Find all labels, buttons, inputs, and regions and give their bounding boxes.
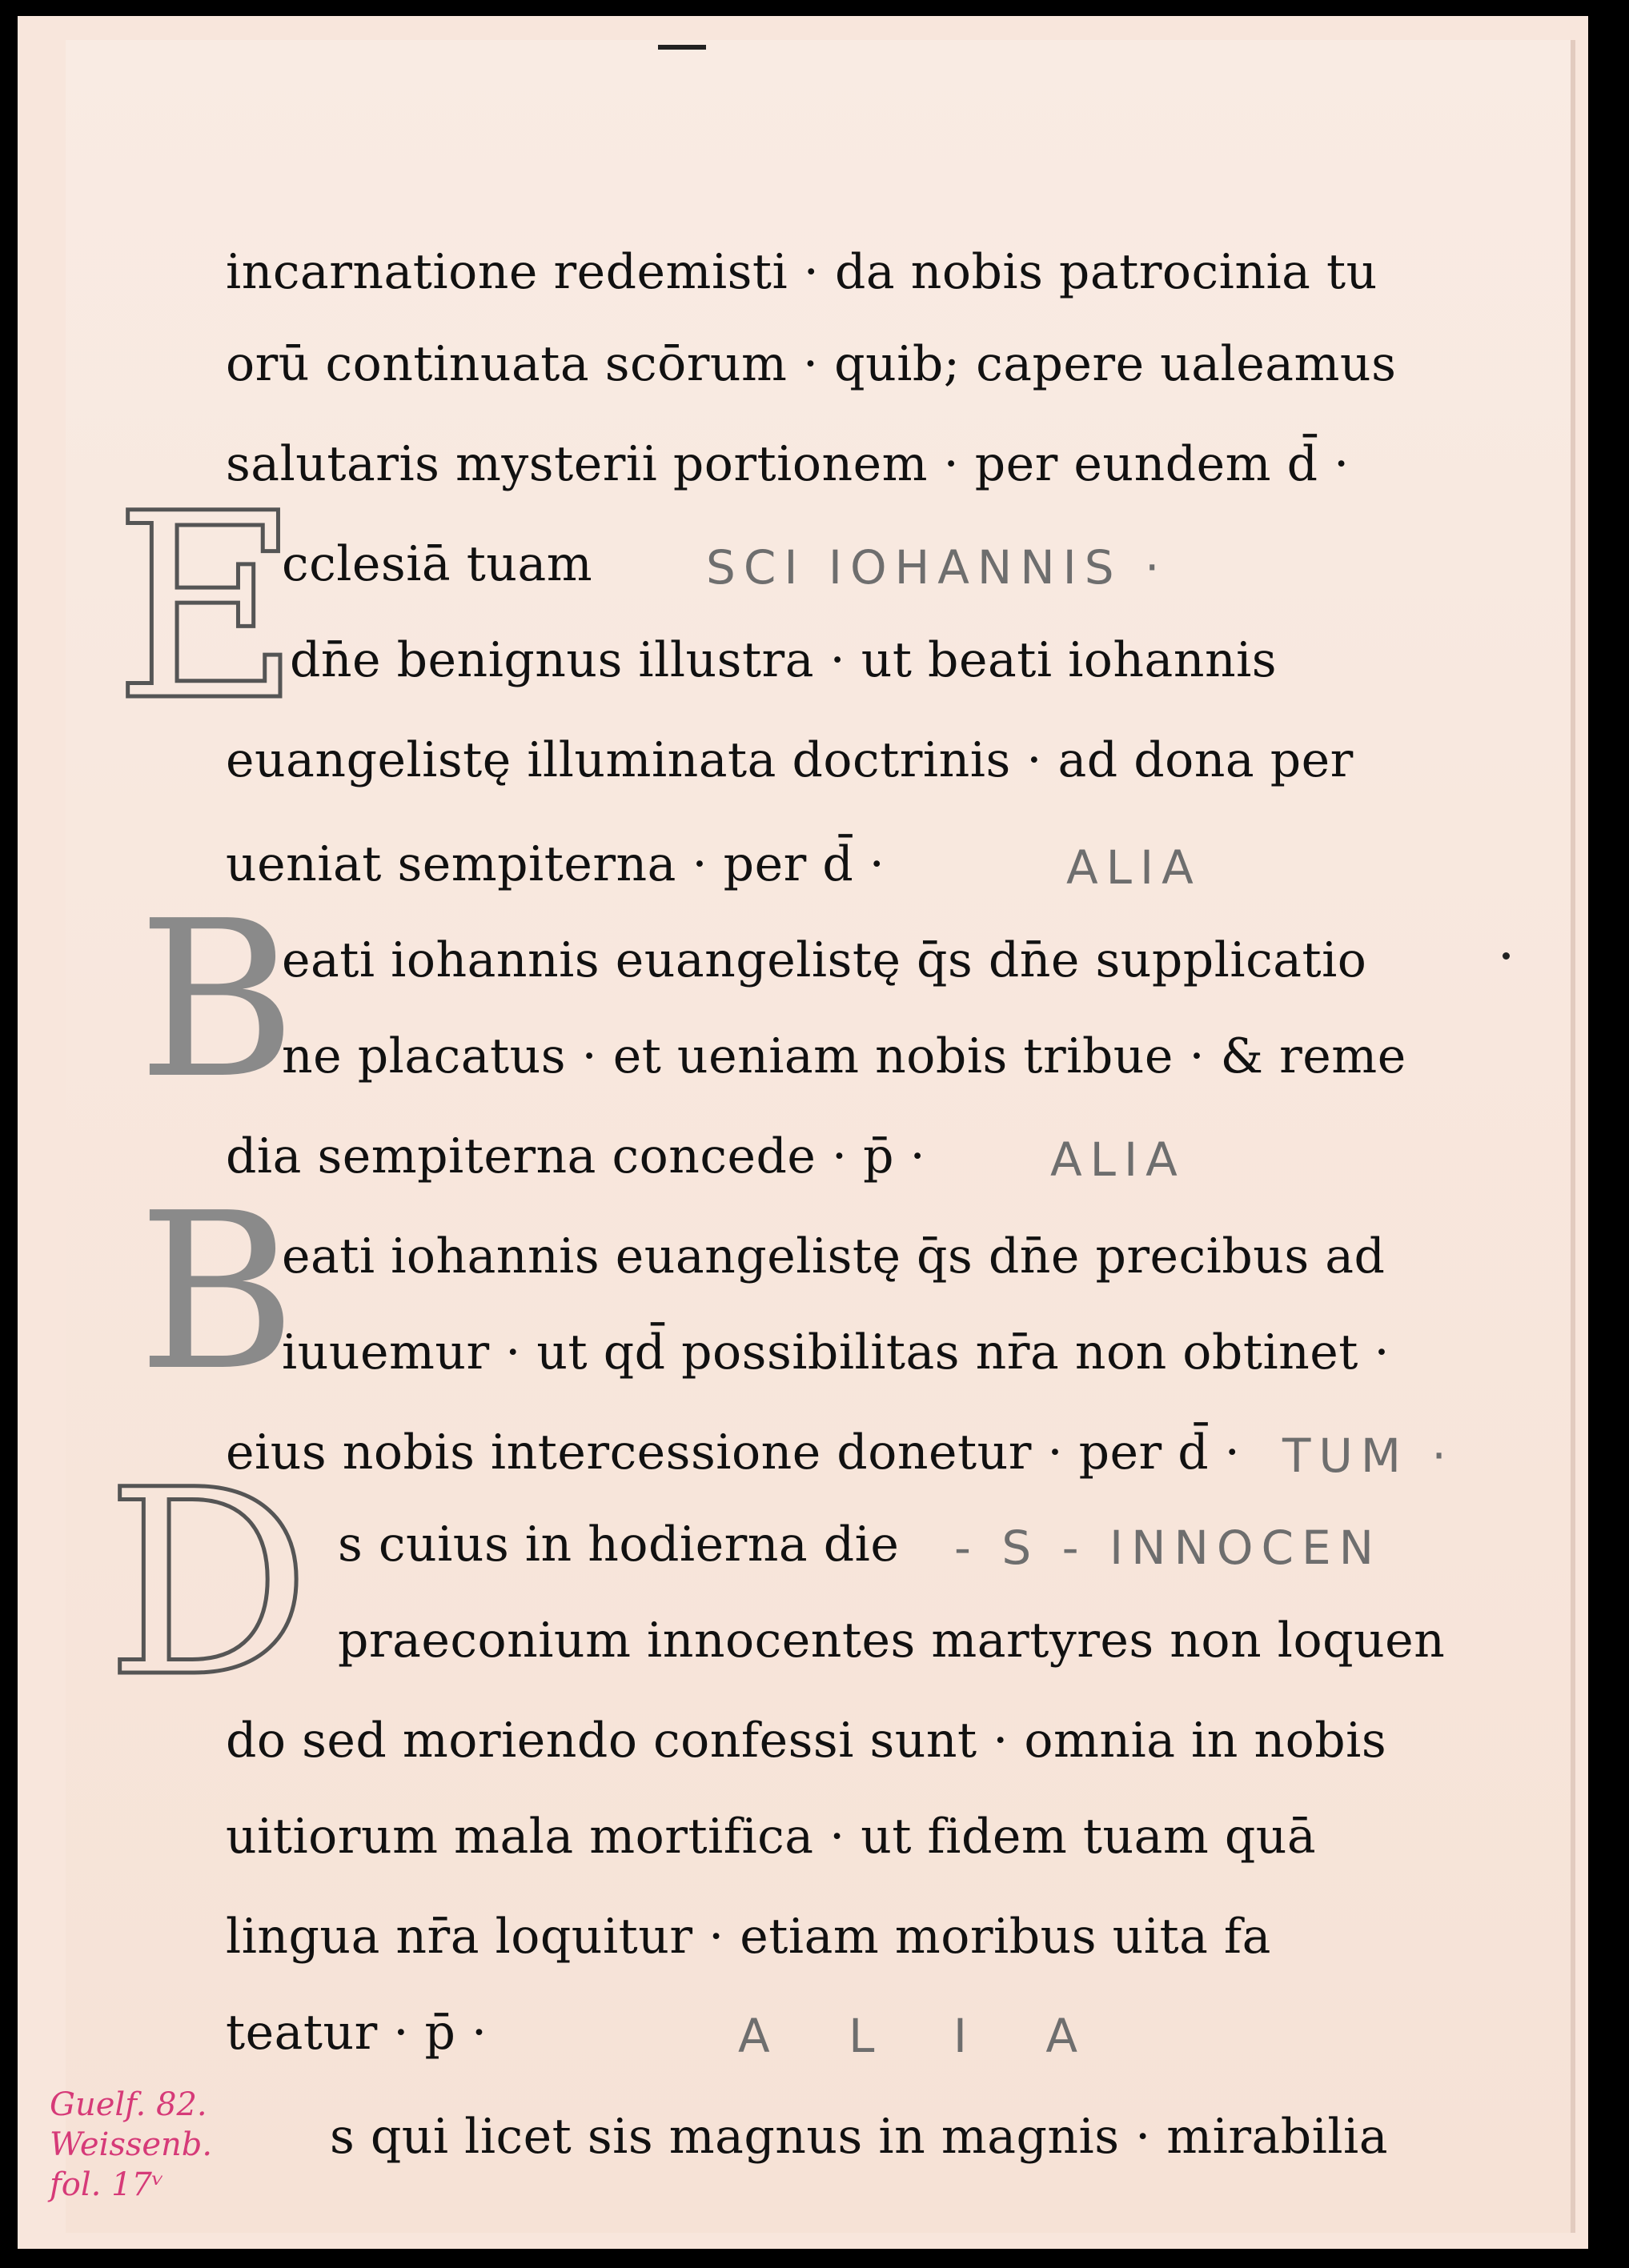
initial-e: E	[114, 459, 301, 757]
shelfmark-line: fol. 17ᵛ	[50, 2166, 164, 2203]
text-line: dn̄e benignus illustra · ut beati iohannis	[290, 632, 1278, 688]
initial-b: B	[138, 874, 297, 1126]
rubric-heading: ALIA	[1050, 1132, 1186, 1187]
ink-mark	[658, 45, 706, 50]
shelfmark-line: Weissenb.	[50, 2126, 213, 2163]
rubric-heading: A L I A	[738, 2009, 1110, 2063]
manuscript-page	[18, 16, 1588, 2249]
text-line: cclesiā tuam	[282, 536, 593, 592]
text-line: eati iohannis euangelistę q̄s dn̄e precibus ad	[282, 1228, 1386, 1284]
text-line: do sed moriendo confessi sunt · omnia in nobis	[226, 1713, 1387, 1769]
rubric-heading: SCI IOHANNIS ·	[706, 540, 1168, 595]
text-line: uitiorum mala mortifica · ut fidem tuam quā	[226, 1809, 1317, 1865]
text-line: lingua nr̄a loquitur · etiam moribus uita fa	[226, 1909, 1271, 1965]
text-line: eius nobis intercessione donetur · per d̄ ·	[226, 1425, 1241, 1481]
rubric-heading: - S - INNOCEN	[954, 1521, 1382, 1575]
text-line: s qui licet sis magnus in magnis · mirabilia	[330, 2109, 1389, 2165]
text-line: iuuemur · ut qd̄ possibilitas nr̄a non obtinet ·	[282, 1324, 1390, 1380]
text-line: dia sempiterna concede · p̄ ·	[226, 1128, 926, 1184]
rubric-heading: ALIA	[1066, 840, 1202, 895]
text-line: praeconium innocentes martyres non loquen	[338, 1613, 1446, 1669]
initial-d: D	[106, 1436, 311, 1733]
rubric-heading: TUM ·	[1282, 1429, 1454, 1483]
text-line: incarnatione redemisti · da nobis patrocinia tu	[226, 244, 1378, 300]
shelfmark-line: Guelf. 82.	[50, 2086, 207, 2123]
text-line: orū continuata scōrum · quib; capere ualeamus	[226, 336, 1397, 392]
text-line: eati iohannis euangelistę q̄s dn̄e supplicatio	[282, 932, 1367, 988]
initial-b: B	[138, 1166, 297, 1418]
shelfmark-note	[50, 2085, 212, 2205]
text-line: s cuius in hodierna die	[338, 1517, 900, 1573]
text-line: teatur · p̄ ·	[226, 2005, 487, 2061]
text-line: ne placatus · et ueniam nobis tribue · & reme	[282, 1028, 1406, 1084]
text-line: euangelistę illuminata doctrinis · ad dona per	[226, 732, 1354, 788]
ink-dot	[1503, 952, 1510, 960]
text-line: ueniat sempiterna · per d̄ ·	[226, 836, 885, 892]
text-line: salutaris mysterii portionem · per eundem d̄ ·	[226, 436, 1350, 492]
